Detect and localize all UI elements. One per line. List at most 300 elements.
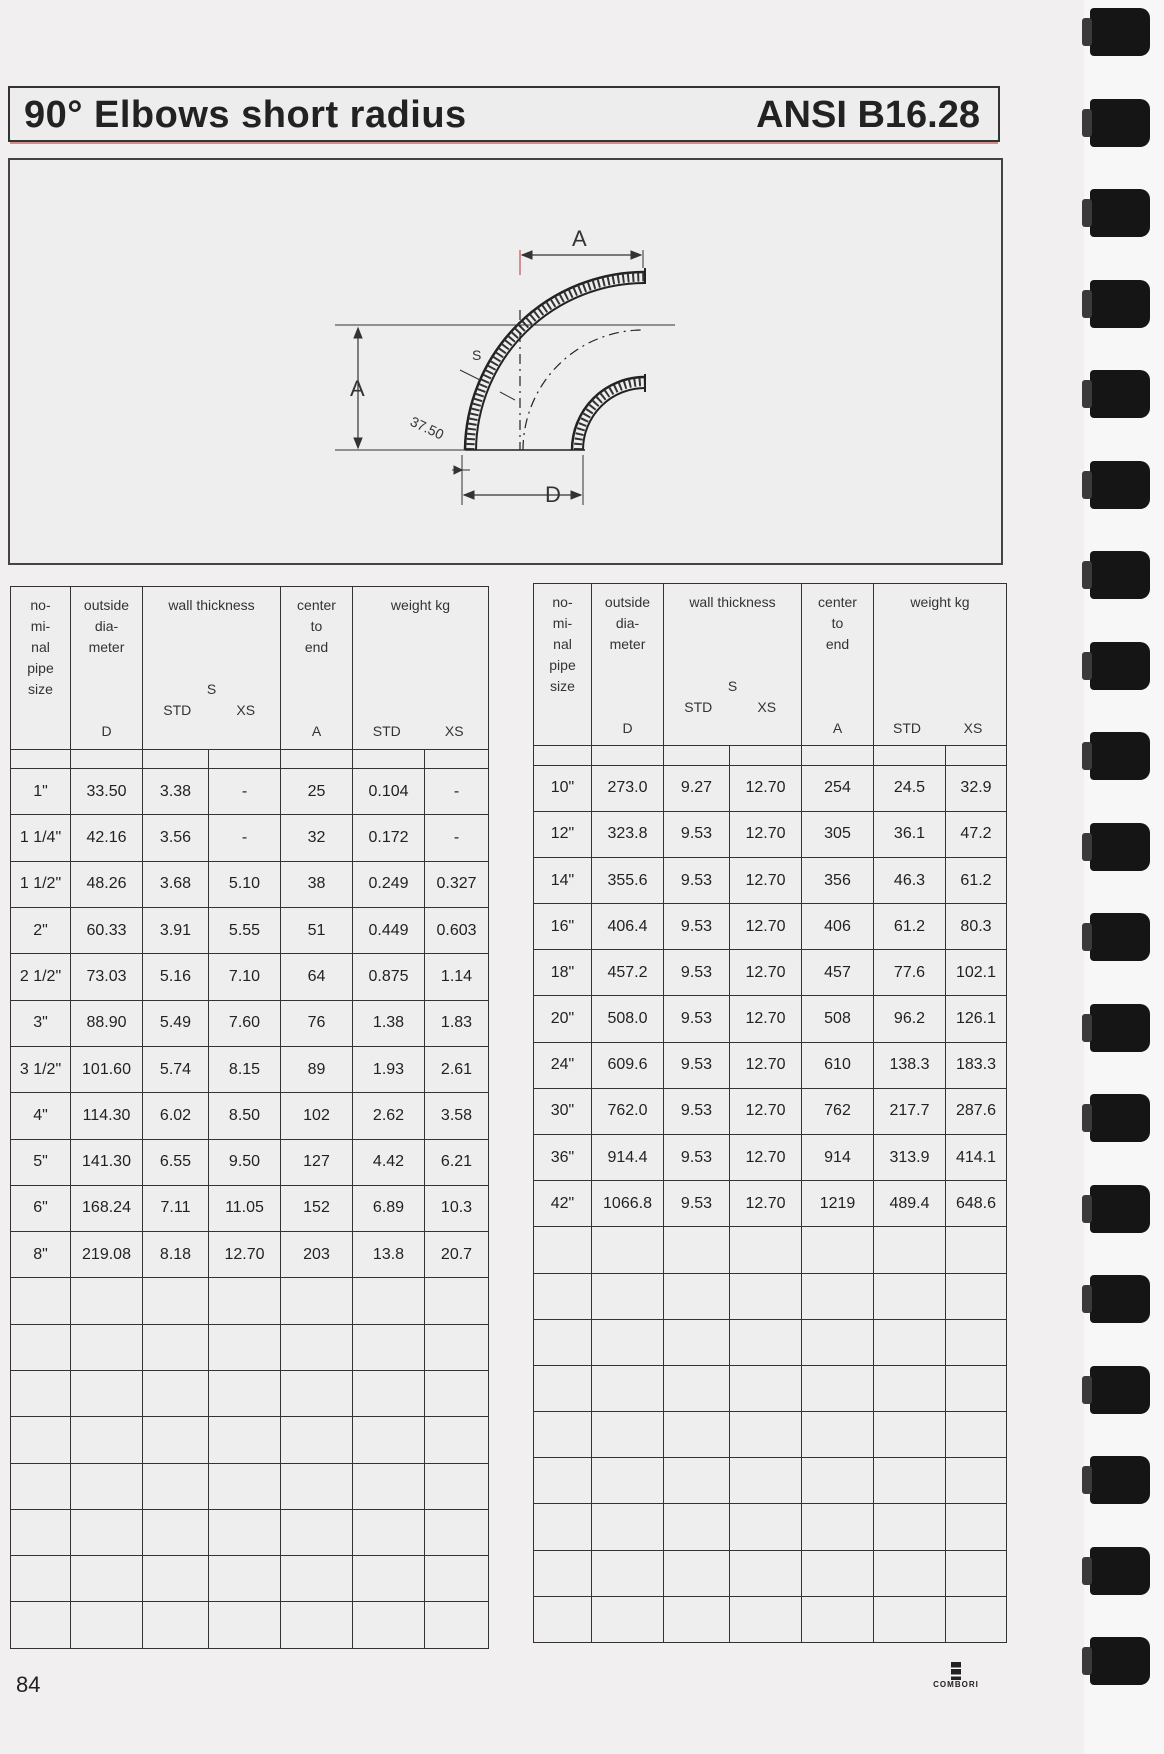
weight-std-cell: 2.62 (353, 1093, 425, 1139)
wall-std-cell (664, 1273, 730, 1319)
outside-diameter-cell: 48.26 (71, 861, 143, 907)
standard-code: ANSI B16.28 (756, 94, 980, 136)
weight-xs-cell: 61.2 (946, 857, 1007, 903)
center-to-end-cell (281, 1417, 353, 1463)
weight-xs-cell: 1.83 (425, 1000, 489, 1046)
publisher-logo (926, 1662, 986, 1689)
empty-table-row (534, 1227, 1007, 1273)
weight-std-cell: 24.5 (874, 765, 946, 811)
outside-diameter-cell (71, 1370, 143, 1416)
binding-ring (1090, 8, 1150, 56)
wall-std-cell: 9.53 (664, 1088, 730, 1134)
weight-std-cell (874, 1319, 946, 1365)
weight-std-cell: 0.104 (353, 769, 425, 815)
nominal-size-cell (11, 1602, 71, 1649)
wall-std-cell (143, 1278, 209, 1324)
nominal-size-cell: 20" (534, 996, 592, 1042)
weight-xs-cell (946, 1227, 1007, 1273)
empty-table-row (11, 1370, 489, 1416)
page-number: 84 (16, 1672, 41, 1697)
empty-table-row (534, 1319, 1007, 1365)
outside-diameter-cell (592, 1596, 664, 1642)
wall-std-cell: 9.53 (664, 857, 730, 903)
table-row (11, 815, 489, 861)
label-a-side: A (350, 376, 365, 401)
weight-std-cell: 96.2 (874, 996, 946, 1042)
spacer-cell (209, 749, 281, 769)
spacer-cell (534, 746, 592, 765)
wall-std-cell: 6.02 (143, 1093, 209, 1139)
spacer-cell (664, 746, 730, 765)
weight-std-cell (874, 1227, 946, 1273)
center-to-end-cell: 762 (802, 1088, 874, 1134)
table-row (534, 1134, 1007, 1180)
center-to-end-cell: 76 (281, 1000, 353, 1046)
table-row (11, 861, 489, 907)
weight-xs-cell (946, 1504, 1007, 1550)
outside-diameter-cell: 219.08 (71, 1232, 143, 1278)
weight-xs-cell (425, 1509, 489, 1555)
header-wall-thickness: wall thickness S STD XS (664, 584, 802, 746)
outside-diameter-cell: 1066.8 (592, 1181, 664, 1227)
wall-std-cell (664, 1458, 730, 1504)
spacer-cell (730, 746, 802, 765)
weight-xs-cell: 32.9 (946, 765, 1007, 811)
nominal-size-cell: 36" (534, 1134, 592, 1180)
wall-xs-cell (730, 1596, 802, 1642)
header-nominal-size: no- mi- nal pipe size (11, 587, 71, 750)
wall-xs-cell (209, 1370, 281, 1416)
outside-diameter-cell: 406.4 (592, 904, 664, 950)
spacer-cell (592, 746, 664, 765)
weight-std-cell: 0.875 (353, 954, 425, 1000)
wall-std-cell: 3.91 (143, 908, 209, 954)
label-d: D (545, 482, 561, 507)
binding-ring (1090, 461, 1150, 509)
header-weight-kg: weight kg STD XS (874, 584, 1007, 746)
center-to-end-cell: 38 (281, 861, 353, 907)
spacer-cell (71, 749, 143, 769)
wall-xs-cell (209, 1463, 281, 1509)
weight-std-cell: 4.42 (353, 1139, 425, 1185)
center-to-end-cell (802, 1273, 874, 1319)
weight-std-cell (874, 1596, 946, 1642)
empty-table-row (11, 1324, 489, 1370)
center-to-end-cell: 89 (281, 1046, 353, 1092)
outside-diameter-cell (592, 1412, 664, 1458)
outside-diameter-cell: 73.03 (71, 954, 143, 1000)
header-wall-thickness: wall thickness S STD XS (143, 587, 281, 750)
weight-xs-cell: 0.327 (425, 861, 489, 907)
weight-xs-cell: 0.603 (425, 908, 489, 954)
header-center-to-end: center to end A (802, 584, 874, 746)
binding-ring (1090, 913, 1150, 961)
nominal-size-cell: 4" (11, 1093, 71, 1139)
center-to-end-cell: 914 (802, 1134, 874, 1180)
nominal-size-cell (11, 1324, 71, 1370)
nominal-size-cell: 30" (534, 1088, 592, 1134)
nominal-size-cell: 5" (11, 1139, 71, 1185)
nominal-size-cell: 6" (11, 1185, 71, 1231)
nominal-size-cell (11, 1417, 71, 1463)
binding-ring (1090, 1547, 1150, 1595)
spacer-cell (802, 746, 874, 765)
weight-xs-cell (946, 1412, 1007, 1458)
nominal-size-cell (534, 1550, 592, 1596)
center-to-end-cell (802, 1412, 874, 1458)
elbow-drawing-svg (10, 160, 1001, 563)
weight-xs-cell: 414.1 (946, 1134, 1007, 1180)
wall-xs-cell: 12.70 (730, 1181, 802, 1227)
spacer-cell (143, 749, 209, 769)
table-row (534, 1088, 1007, 1134)
binding-ring (1090, 99, 1150, 147)
empty-table-row (534, 1596, 1007, 1642)
weight-xs-cell: 20.7 (425, 1232, 489, 1278)
outside-diameter-cell: 273.0 (592, 765, 664, 811)
table-row (534, 996, 1007, 1042)
empty-table-row (534, 1273, 1007, 1319)
outside-diameter-cell (592, 1550, 664, 1596)
weight-std-cell: 0.172 (353, 815, 425, 861)
wall-std-cell (143, 1463, 209, 1509)
outside-diameter-cell: 141.30 (71, 1139, 143, 1185)
binding-ring (1090, 1275, 1150, 1323)
logo-mark-icon (951, 1662, 961, 1680)
table-row (534, 950, 1007, 996)
wall-xs-cell: 12.70 (730, 765, 802, 811)
spiral-binding (1084, 0, 1164, 1754)
weight-xs-cell (946, 1550, 1007, 1596)
header-outside-diameter: outside dia- meter D (71, 587, 143, 750)
outside-diameter-cell: 609.6 (592, 1042, 664, 1088)
page-title: 90° Elbows short radius (24, 94, 467, 136)
wall-std-cell: 9.53 (664, 811, 730, 857)
center-to-end-cell: 356 (802, 857, 874, 903)
title-bar (8, 86, 1000, 142)
weight-xs-cell (425, 1556, 489, 1602)
wall-std-cell: 9.53 (664, 904, 730, 950)
weight-std-cell: 1.38 (353, 1000, 425, 1046)
weight-std-cell (874, 1365, 946, 1411)
outside-diameter-cell: 168.24 (71, 1185, 143, 1231)
wall-xs-cell (730, 1458, 802, 1504)
weight-std-cell (874, 1273, 946, 1319)
weight-xs-cell: 3.58 (425, 1093, 489, 1139)
wall-xs-cell: 11.05 (209, 1185, 281, 1231)
wall-xs-cell: 5.10 (209, 861, 281, 907)
binding-ring (1090, 1366, 1150, 1414)
weight-xs-cell (425, 1370, 489, 1416)
table-spacer-row (11, 749, 489, 769)
wall-xs-cell: 12.70 (209, 1232, 281, 1278)
center-to-end-cell (802, 1458, 874, 1504)
table-row (534, 904, 1007, 950)
wall-std-cell (664, 1596, 730, 1642)
empty-table-row (11, 1278, 489, 1324)
spacer-cell (874, 746, 946, 765)
weight-xs-cell (425, 1324, 489, 1370)
outside-diameter-cell: 114.30 (71, 1093, 143, 1139)
weight-std-cell: 217.7 (874, 1088, 946, 1134)
nominal-size-cell: 16" (534, 904, 592, 950)
center-to-end-cell: 610 (802, 1042, 874, 1088)
outside-diameter-cell (592, 1458, 664, 1504)
table-row (11, 1046, 489, 1092)
wall-std-cell: 5.16 (143, 954, 209, 1000)
center-to-end-cell: 51 (281, 908, 353, 954)
nominal-size-cell (534, 1504, 592, 1550)
wall-xs-cell (730, 1412, 802, 1458)
nominal-size-cell: 24" (534, 1042, 592, 1088)
weight-xs-cell: - (425, 769, 489, 815)
dimension-lines (335, 250, 675, 505)
center-to-end-cell (802, 1227, 874, 1273)
nominal-size-cell (534, 1365, 592, 1411)
wall-xs-cell: 12.70 (730, 904, 802, 950)
outside-diameter-cell (592, 1227, 664, 1273)
outside-diameter-cell (71, 1556, 143, 1602)
wall-xs-cell: 7.60 (209, 1000, 281, 1046)
center-to-end-cell: 1219 (802, 1181, 874, 1227)
weight-std-cell: 36.1 (874, 811, 946, 857)
nominal-size-cell (11, 1509, 71, 1555)
outside-diameter-cell: 60.33 (71, 908, 143, 954)
weight-xs-cell (946, 1596, 1007, 1642)
wall-xs-cell: 12.70 (730, 857, 802, 903)
wall-std-cell: 3.56 (143, 815, 209, 861)
center-to-end-cell (281, 1556, 353, 1602)
center-to-end-cell: 127 (281, 1139, 353, 1185)
wall-std-cell (143, 1370, 209, 1416)
wall-xs-cell: 9.50 (209, 1139, 281, 1185)
nominal-size-cell: 2 1/2" (11, 954, 71, 1000)
weight-xs-cell: 10.3 (425, 1185, 489, 1231)
outside-diameter-cell (71, 1509, 143, 1555)
wall-xs-cell: - (209, 815, 281, 861)
elbow-shape (465, 268, 645, 450)
outside-diameter-cell (71, 1417, 143, 1463)
weight-std-cell: 313.9 (874, 1134, 946, 1180)
center-to-end-cell: 32 (281, 815, 353, 861)
weight-xs-cell (425, 1602, 489, 1649)
wall-std-cell: 5.49 (143, 1000, 209, 1046)
outside-diameter-cell: 33.50 (71, 769, 143, 815)
weight-xs-cell: 1.14 (425, 954, 489, 1000)
weight-xs-cell: 648.6 (946, 1181, 1007, 1227)
nominal-size-cell: 14" (534, 857, 592, 903)
table-spacer-row (534, 746, 1007, 765)
nominal-size-cell (534, 1319, 592, 1365)
center-to-end-cell: 25 (281, 769, 353, 815)
weight-xs-cell: 126.1 (946, 996, 1007, 1042)
outside-diameter-cell (592, 1273, 664, 1319)
table-row (11, 1185, 489, 1231)
center-to-end-cell (281, 1370, 353, 1416)
outside-diameter-cell: 88.90 (71, 1000, 143, 1046)
binding-ring (1090, 189, 1150, 237)
table-row (11, 908, 489, 954)
empty-table-row (534, 1412, 1007, 1458)
weight-xs-cell (946, 1273, 1007, 1319)
empty-table-row (534, 1365, 1007, 1411)
header-center-to-end: center to end A (281, 587, 353, 750)
outside-diameter-cell (71, 1324, 143, 1370)
weight-std-cell (353, 1324, 425, 1370)
table-row (11, 1000, 489, 1046)
wall-xs-cell (209, 1417, 281, 1463)
nominal-size-cell: 3" (11, 1000, 71, 1046)
wall-xs-cell (730, 1319, 802, 1365)
weight-std-cell: 0.449 (353, 908, 425, 954)
wall-std-cell (143, 1509, 209, 1555)
weight-std-cell: 489.4 (874, 1181, 946, 1227)
center-to-end-cell (281, 1509, 353, 1555)
nominal-size-cell (11, 1463, 71, 1509)
center-to-end-cell: 457 (802, 950, 874, 996)
weight-xs-cell: 287.6 (946, 1088, 1007, 1134)
wall-std-cell (664, 1550, 730, 1596)
weight-std-cell: 77.6 (874, 950, 946, 996)
wall-xs-cell (209, 1509, 281, 1555)
nominal-size-cell: 2" (11, 908, 71, 954)
binding-ring (1090, 1004, 1150, 1052)
center-to-end-cell: 508 (802, 996, 874, 1042)
weight-std-cell (353, 1417, 425, 1463)
outside-diameter-cell: 762.0 (592, 1088, 664, 1134)
empty-table-row (11, 1602, 489, 1649)
header-nominal-size: no- mi- nal pipe size (534, 584, 592, 746)
binding-ring (1090, 823, 1150, 871)
center-to-end-cell (281, 1278, 353, 1324)
wall-xs-cell: 12.70 (730, 950, 802, 996)
weight-xs-cell (425, 1417, 489, 1463)
center-to-end-cell: 102 (281, 1093, 353, 1139)
table-row (11, 954, 489, 1000)
wall-xs-cell (209, 1278, 281, 1324)
wall-xs-cell: 5.55 (209, 908, 281, 954)
wall-std-cell: 9.27 (664, 765, 730, 811)
wall-std-cell: 8.18 (143, 1232, 209, 1278)
weight-std-cell (353, 1602, 425, 1649)
left-table-body (11, 749, 489, 1648)
outside-diameter-cell (592, 1365, 664, 1411)
weight-xs-cell: 2.61 (425, 1046, 489, 1092)
center-to-end-cell (802, 1365, 874, 1411)
outside-diameter-cell (592, 1504, 664, 1550)
binding-ring (1090, 1185, 1150, 1233)
weight-xs-cell: 80.3 (946, 904, 1007, 950)
nominal-size-cell (534, 1227, 592, 1273)
wall-std-cell: 5.74 (143, 1046, 209, 1092)
center-to-end-cell (802, 1550, 874, 1596)
table-row (534, 1042, 1007, 1088)
weight-std-cell: 138.3 (874, 1042, 946, 1088)
wall-std-cell (664, 1227, 730, 1273)
wall-xs-cell: 8.50 (209, 1093, 281, 1139)
weight-xs-cell: 183.3 (946, 1042, 1007, 1088)
weight-std-cell: 46.3 (874, 857, 946, 903)
weight-std-cell (874, 1504, 946, 1550)
empty-table-row (534, 1550, 1007, 1596)
nominal-size-cell (11, 1370, 71, 1416)
wall-std-cell (143, 1602, 209, 1649)
center-to-end-cell (802, 1319, 874, 1365)
wall-std-cell: 9.53 (664, 996, 730, 1042)
binding-ring (1090, 551, 1150, 599)
wall-xs-cell (730, 1227, 802, 1273)
outside-diameter-cell (71, 1602, 143, 1649)
table-row (11, 1232, 489, 1278)
outside-diameter-cell: 355.6 (592, 857, 664, 903)
empty-table-row (534, 1458, 1007, 1504)
empty-table-row (11, 1556, 489, 1602)
nominal-size-cell: 1" (11, 769, 71, 815)
wall-std-cell (664, 1365, 730, 1411)
wall-std-cell: 3.38 (143, 769, 209, 815)
table-row (534, 1181, 1007, 1227)
center-to-end-cell (802, 1504, 874, 1550)
center-to-end-cell (281, 1324, 353, 1370)
weight-std-cell (874, 1458, 946, 1504)
empty-table-row (534, 1504, 1007, 1550)
wall-xs-cell: 12.70 (730, 1134, 802, 1180)
weight-std-cell: 1.93 (353, 1046, 425, 1092)
wall-std-cell (143, 1556, 209, 1602)
weight-std-cell (874, 1412, 946, 1458)
weight-std-cell: 6.89 (353, 1185, 425, 1231)
header-weight-kg: weight kg STD XS (353, 587, 489, 750)
wall-xs-cell (730, 1550, 802, 1596)
nominal-size-cell (534, 1412, 592, 1458)
empty-table-row (11, 1463, 489, 1509)
nominal-size-cell: 18" (534, 950, 592, 996)
binding-ring (1090, 1094, 1150, 1142)
wall-xs-cell: 12.70 (730, 996, 802, 1042)
right-table-body (534, 746, 1007, 1643)
spacer-cell (425, 749, 489, 769)
nominal-size-cell (534, 1458, 592, 1504)
weight-std-cell: 0.249 (353, 861, 425, 907)
spacer-cell (353, 749, 425, 769)
nominal-size-cell (534, 1596, 592, 1642)
nominal-size-cell: 12" (534, 811, 592, 857)
empty-table-row (11, 1509, 489, 1555)
weight-std-cell (353, 1556, 425, 1602)
empty-table-row (11, 1417, 489, 1463)
wall-xs-cell: 7.10 (209, 954, 281, 1000)
center-to-end-cell (281, 1463, 353, 1509)
center-to-end-cell: 254 (802, 765, 874, 811)
weight-std-cell: 61.2 (874, 904, 946, 950)
wall-std-cell: 9.53 (664, 950, 730, 996)
outside-diameter-cell (71, 1278, 143, 1324)
wall-xs-cell (730, 1365, 802, 1411)
wall-xs-cell (209, 1556, 281, 1602)
outside-diameter-cell: 914.4 (592, 1134, 664, 1180)
binding-ring (1090, 732, 1150, 780)
elbow-diagram (8, 158, 1003, 565)
left-dimension-table (10, 586, 489, 1649)
table-row (534, 857, 1007, 903)
table-row (534, 811, 1007, 857)
nominal-size-cell: 8" (11, 1232, 71, 1278)
center-to-end-cell: 152 (281, 1185, 353, 1231)
wall-std-cell (664, 1319, 730, 1365)
label-s: S (472, 347, 482, 363)
weight-std-cell: 13.8 (353, 1232, 425, 1278)
spacer-cell (281, 749, 353, 769)
